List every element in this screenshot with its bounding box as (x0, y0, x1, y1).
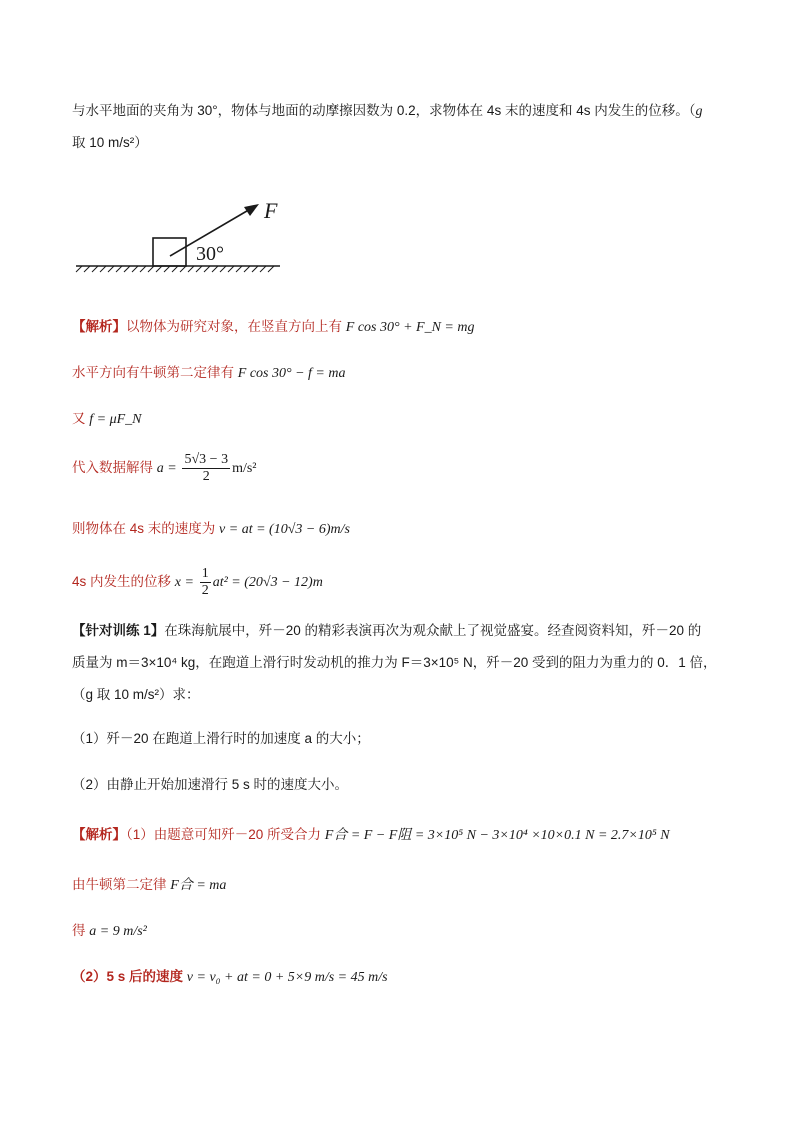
solution1-text-2: 水平方向有牛顿第二定律有 (72, 365, 234, 380)
practice-text-1: 在珠海航展中，歼－20 的精彩表演再次为观众献上了视觉盛宴。经查阅资料知，歼－20 的 (164, 623, 702, 638)
solution1-eq-2: F cos 30° − f = ma (237, 366, 346, 381)
solution2-text-4: （2）5 s 后的速度 (72, 969, 184, 984)
angle-label: 30° (196, 243, 224, 265)
solution1-eq-4-unit: m/s² (232, 461, 257, 477)
force-label: F (264, 198, 278, 223)
block-box (153, 238, 186, 266)
solution1-eq-5: v = at = (10√3 − 6)m/s (219, 522, 350, 537)
incline-force-figure (72, 190, 292, 280)
solution2-text-1: （1）由题意可知歼－20 所受合力 (126, 827, 322, 842)
solution1-line-4 (72, 452, 257, 485)
solution1-text-6: 4s 内发生的位移 (72, 574, 172, 590)
analysis-tag-2: 【解析】 (72, 827, 126, 842)
practice-line-1 (72, 622, 701, 640)
problem-text-1: 与水平地面的夹角为 30°，物体与地面的动摩擦因数为 0.2，求物体在 4s 末的速度和 4s 内发生的位移。（ (72, 103, 696, 118)
problem-line-1 (72, 102, 702, 121)
solution2-line-2 (72, 876, 226, 895)
ground-hatching (76, 266, 274, 272)
practice-tag: 【针对训练 1】 (72, 623, 165, 638)
solution1-line-2 (72, 364, 345, 383)
solution2-line-1 (72, 826, 670, 845)
problem-line-2: 取 10 m/s²） (72, 135, 148, 150)
solution1-eq-4-lhs: a = (156, 461, 177, 477)
solution1-eq-1: F cos 30° + F_N = mg (345, 320, 475, 335)
solution1-line-6 (72, 566, 323, 599)
solution1-fraction-1 (182, 452, 230, 485)
fraction-numerator: 1 (201, 566, 209, 581)
solution2-eq-4: v = v₀ + at = 0 + 5×9 m/s = 45 m/s (186, 970, 388, 985)
fraction-denominator: 2 (201, 583, 209, 598)
practice-line-2: 质量为 m＝3×10⁴ kg，在跑道上滑行时发动机的推力为 F＝3×10⁵ N，歼－20 受到的阻力为重力的 0．1 倍， (72, 655, 717, 670)
solution1-line-3 (72, 410, 142, 429)
solution1-line-1 (72, 318, 474, 337)
solution1-text-1: 以物体为研究对象，在竖直方向上有 (126, 319, 342, 334)
practice-question-1: （1）歼－20 在跑道上滑行时的加速度 a 的大小； (72, 731, 370, 746)
solution2-line-4 (72, 968, 388, 987)
solution2-eq-2: F合 = ma (170, 878, 227, 893)
solution2-eq-1: F合 = F − F阻 = 3×10⁵ N − 3×10⁴ ×10×0.1 N = 2.7×10⁵ N (324, 828, 670, 843)
practice-question-2: （2）由静止开始加速滑行 5 s 时的速度大小。 (72, 777, 349, 792)
fraction-numerator: 5√3 − 3 (184, 452, 229, 467)
solution1-line-5 (72, 520, 350, 539)
solution2-text-2: 由牛顿第二定律 (72, 877, 167, 892)
solution1-eq-6-lhs: x = (174, 575, 194, 591)
fraction-denominator: 2 (202, 469, 210, 484)
solution1-eq-3: f = μF_N (89, 412, 142, 427)
solution2-text-3: 得 (72, 923, 86, 938)
solution1-text-4: 代入数据解得 (72, 460, 153, 476)
solution2-eq-3: a = 9 m/s² (89, 924, 147, 939)
analysis-tag: 【解析】 (72, 319, 126, 334)
practice-line-3: （g 取 10 m/s²）求： (72, 687, 200, 702)
solution1-text-5: 则物体在 4s 末的速度为 (72, 521, 216, 536)
solution1-fraction-2 (200, 566, 211, 599)
solution2-line-3 (72, 922, 147, 941)
solution1-eq-6-rest: at² = (20√3 − 12)m (212, 575, 323, 591)
force-arrowhead (244, 204, 259, 216)
solution1-text-3: 又 (72, 411, 86, 426)
problem-g: g (695, 104, 703, 119)
